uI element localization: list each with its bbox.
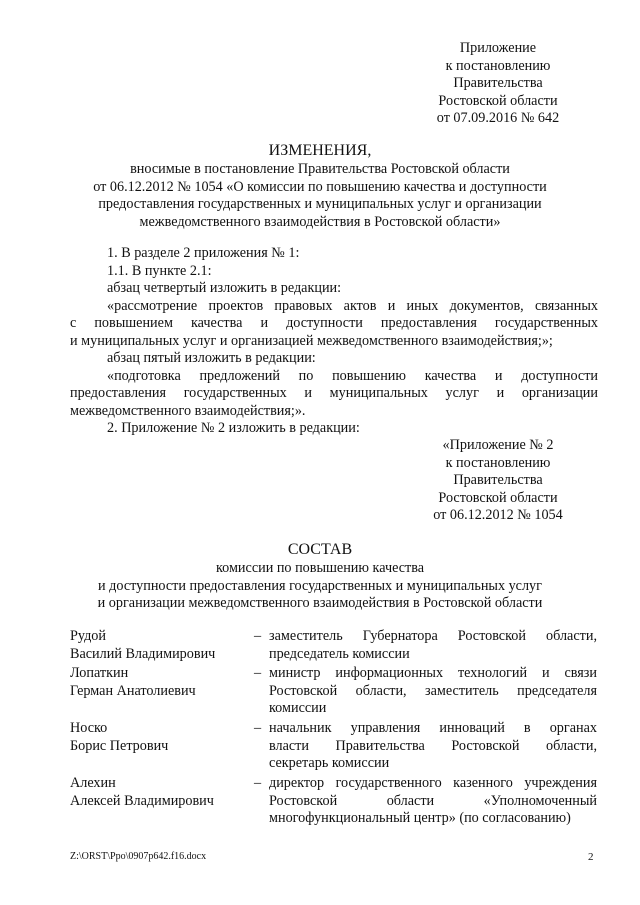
quote-2-line: «подготовка предложений по повышению качества и доступности (107, 367, 598, 384)
member-role (269, 628, 597, 663)
member-role-line: комиссии (269, 700, 327, 716)
composition-title: СОСТАВ (287, 541, 353, 558)
member-dash: – (254, 775, 262, 791)
member-surname: Рудой (70, 628, 106, 644)
member-role-line: начальник управления инноваций в органах (269, 720, 597, 736)
member-given-name: Герман Анатолиевич (70, 682, 196, 699)
paragraph-abzac-5: абзац пятый изложить в редакции: (107, 350, 316, 366)
member-role-line: многофункциональный центр» (по согласованию) (269, 810, 571, 826)
changes-heading (60, 141, 580, 231)
annex2-header-line: от 06.12.2012 № 1054 (433, 507, 563, 523)
member-name (70, 628, 250, 663)
annex-header (408, 40, 588, 128)
annex2-header-line: «Приложение № 2 (442, 437, 554, 453)
member-role (269, 720, 597, 773)
quote-2-line: межведомственного взаимодействия;». (70, 402, 306, 419)
composition-subtitle-line: и организации межведомственного взаимодействия в Ростовской области (97, 595, 543, 611)
member-role-line: Ростовской области «Уполномоченный (269, 792, 597, 809)
member-role-line: министр информационных технологий и связи (269, 665, 597, 681)
annex2-header-line: Правительства (453, 472, 543, 488)
member-role-line: председатель комиссии (269, 645, 410, 662)
annex-header-line: Приложение (459, 40, 537, 56)
quote-1-line: с повышением качества и доступности предоставления государственных (70, 315, 598, 331)
footer-file-path: Z:\ORST\Ppo\0907p642.f16.docx (70, 851, 207, 862)
annex-header-line: к постановлению (445, 57, 551, 74)
member-surname: Алехин (70, 775, 116, 791)
member-given-name: Борис Петрович (70, 737, 169, 754)
annex2-header-line: Ростовской области (438, 489, 558, 506)
member-given-name: Василий Владимирович (70, 645, 216, 662)
annex-header-line: Ростовской области (438, 92, 558, 109)
member-surname: Лопаткин (70, 665, 129, 681)
changes-title: ИЗМЕНЕНИЯ, (268, 142, 372, 159)
member-role-line: Ростовской области, заместитель председателя (269, 682, 597, 699)
member-name (70, 665, 250, 700)
paragraph-quote-2 (70, 368, 598, 421)
annex2-header (408, 437, 588, 525)
quote-2-line: предоставления государственных и муниципальных услуг и организации (70, 385, 598, 401)
member-role (269, 665, 597, 718)
paragraph-point-2-1: 1.1. В пункте 2.1: (107, 262, 212, 279)
composition-heading (60, 540, 580, 613)
member-role-line: власти Правительства Ростовской области, (269, 737, 597, 754)
member-name (70, 720, 250, 755)
body-text (70, 245, 598, 438)
paragraph-quote-1 (70, 298, 598, 351)
composition-subtitle-line: и доступности предоставления государственных и муниципальных услуг (98, 577, 542, 594)
composition-subtitle-line: комиссии по повышению качества (215, 560, 425, 576)
page-number: 2 (588, 851, 594, 863)
member-role-line: секретарь комиссии (269, 755, 390, 771)
paragraph-section-2: 1. В разделе 2 приложения № 1: (107, 245, 300, 261)
annex-header-line: Правительства (453, 75, 543, 91)
annex-header-line: от 07.09.2016 № 642 (436, 110, 560, 126)
member-role-line: заместитель Губернатора Ростовской области, (269, 628, 597, 644)
member-dash: – (254, 628, 262, 644)
paragraph-abzac-4: абзац четвертый изложить в редакции: (107, 280, 342, 296)
member-name (70, 775, 250, 810)
changes-subtitle-line: от 06.12.2012 № 1054 «О комиссии по повышению качества и доступности (93, 178, 547, 195)
quote-1-line: и муниципальных услуг и организацией межведомственного взаимодействия;»; (70, 332, 553, 349)
changes-subtitle-line: предоставления государственных и муниципальных услуг и организации (98, 196, 542, 212)
paragraph-annex-2: 2. Приложение № 2 изложить в редакции: (107, 420, 360, 436)
member-dash: – (254, 720, 262, 736)
member-surname: Носко (70, 720, 108, 736)
changes-subtitle-line: вносимые в постановление Правительства Ростовской области (130, 161, 510, 177)
member-role (269, 775, 597, 828)
quote-1-line: «рассмотрение проектов правовых актов и иных документов, связанных (107, 297, 598, 314)
member-dash: – (254, 665, 262, 681)
annex2-header-line: к постановлению (445, 454, 551, 471)
member-role-line: директор государственного казенного учреждения (269, 775, 597, 791)
member-given-name: Алексей Владимирович (70, 792, 214, 809)
changes-subtitle-line: межведомственного взаимодействия в Ростовской области» (139, 213, 501, 230)
